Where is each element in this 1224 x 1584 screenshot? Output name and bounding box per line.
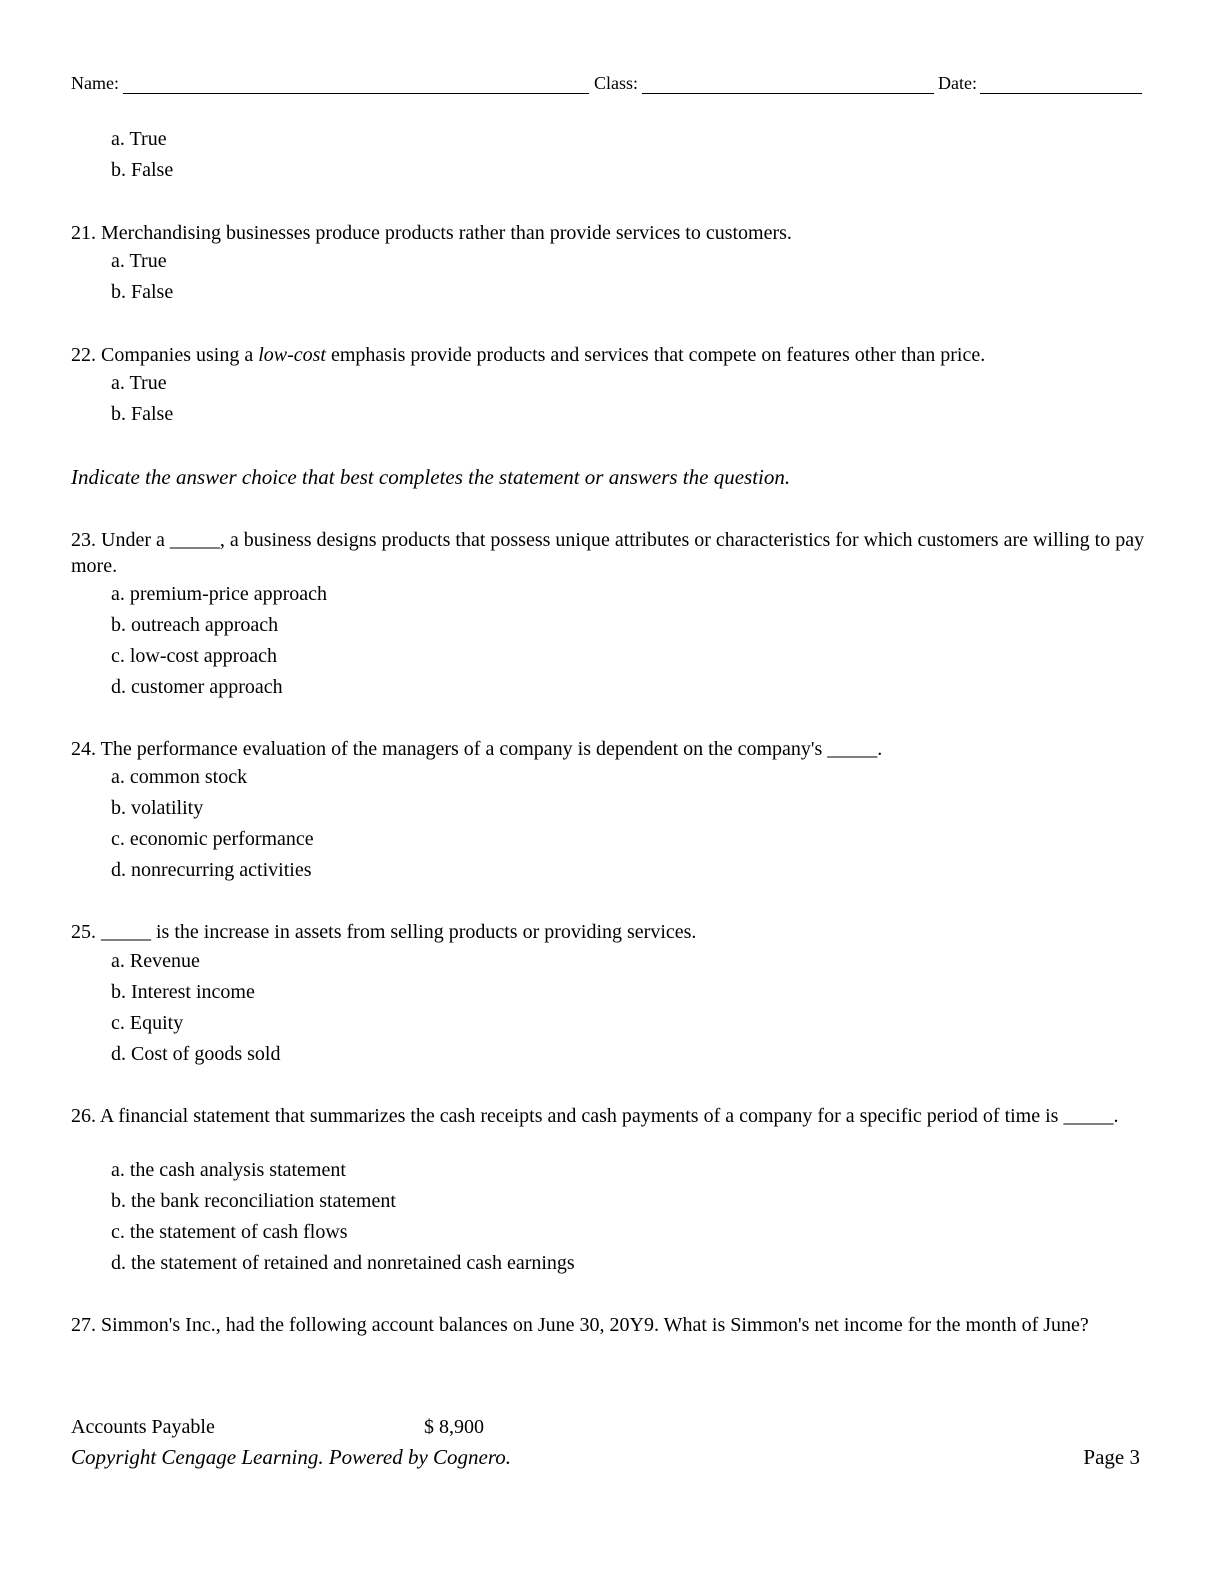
name-label: Name: bbox=[71, 73, 119, 93]
q22-stem bbox=[71, 342, 1146, 368]
q24-option-c: c. economic performance bbox=[111, 828, 314, 850]
q26-option-d: d. the statement of retained and nonretained cash earnings bbox=[111, 1252, 575, 1274]
class-line bbox=[642, 93, 934, 94]
section-instruction: Indicate the answer choice that best completes the statement or answers the question. bbox=[71, 465, 791, 489]
q25-stem: 25. _____ is the increase in assets from selling products or providing services. bbox=[71, 921, 697, 943]
q24-stem: 24. The performance evaluation of the managers of a company is dependent on the company's _____. bbox=[71, 738, 883, 760]
q26-option-a: a. the cash analysis statement bbox=[111, 1159, 346, 1181]
q22-stem-before: 22. Companies using a bbox=[71, 344, 259, 366]
q24-option-b: b. volatility bbox=[111, 797, 204, 819]
q25-option-d: d. Cost of goods sold bbox=[111, 1043, 281, 1065]
q23-option-b: b. outreach approach bbox=[111, 614, 279, 636]
q22-option-a: a. True bbox=[111, 372, 167, 394]
q21-option-b: b. False bbox=[111, 281, 174, 303]
footer-copyright: Copyright Cengage Learning. Powered by Cognero. bbox=[71, 1445, 511, 1469]
q23-option-c: c. low-cost approach bbox=[111, 645, 278, 667]
footer-page-number: Page 3 bbox=[1083, 1445, 1140, 1469]
q25-option-a: a. Revenue bbox=[111, 950, 200, 972]
account-value-accounts-payable: $ 8,900 bbox=[424, 1416, 484, 1438]
q23-stem: 23. Under a _____, a business designs products that possess unique attributes or characteristics for which customers are willing to pay more. bbox=[71, 529, 1145, 577]
q24-option-d: d. nonrecurring activities bbox=[111, 859, 312, 881]
q22-stem-after: emphasis provide products and services that compete on features other than price. bbox=[326, 344, 986, 366]
name-line bbox=[123, 93, 589, 94]
q21-option-a: a. True bbox=[111, 250, 167, 272]
class-label: Class: bbox=[594, 73, 639, 93]
q26-stem: 26. A financial statement that summarizes the cash receipts and cash payments of a company for a specific period of time is _____. bbox=[71, 1105, 1119, 1127]
account-label-accounts-payable: Accounts Payable bbox=[71, 1416, 215, 1438]
q26-option-b: b. the bank reconciliation statement bbox=[111, 1190, 396, 1212]
q22-option-b: b. False bbox=[111, 403, 174, 425]
q22-stem-italic: low-cost bbox=[258, 344, 326, 366]
q20-option-a: a. True bbox=[111, 128, 167, 150]
q23-option-a: a. premium-price approach bbox=[111, 583, 328, 605]
page-header bbox=[71, 72, 1142, 98]
date-line bbox=[980, 93, 1142, 94]
q23-option-d: d. customer approach bbox=[111, 676, 283, 698]
q21-stem: 21. Merchandising businesses produce products rather than provide services to customers. bbox=[71, 222, 792, 244]
q25-option-c: c. Equity bbox=[111, 1012, 184, 1034]
q20-option-b: b. False bbox=[111, 159, 174, 181]
date-label: Date: bbox=[938, 73, 977, 93]
q25-option-b: b. Interest income bbox=[111, 981, 255, 1003]
q24-option-a: a. common stock bbox=[111, 766, 248, 788]
q27-stem: 27. Simmon's Inc., had the following account balances on June 30, 20Y9. What is Simmon's net income for the month of June? bbox=[71, 1314, 1089, 1336]
q26-option-c: c. the statement of cash flows bbox=[111, 1221, 348, 1243]
